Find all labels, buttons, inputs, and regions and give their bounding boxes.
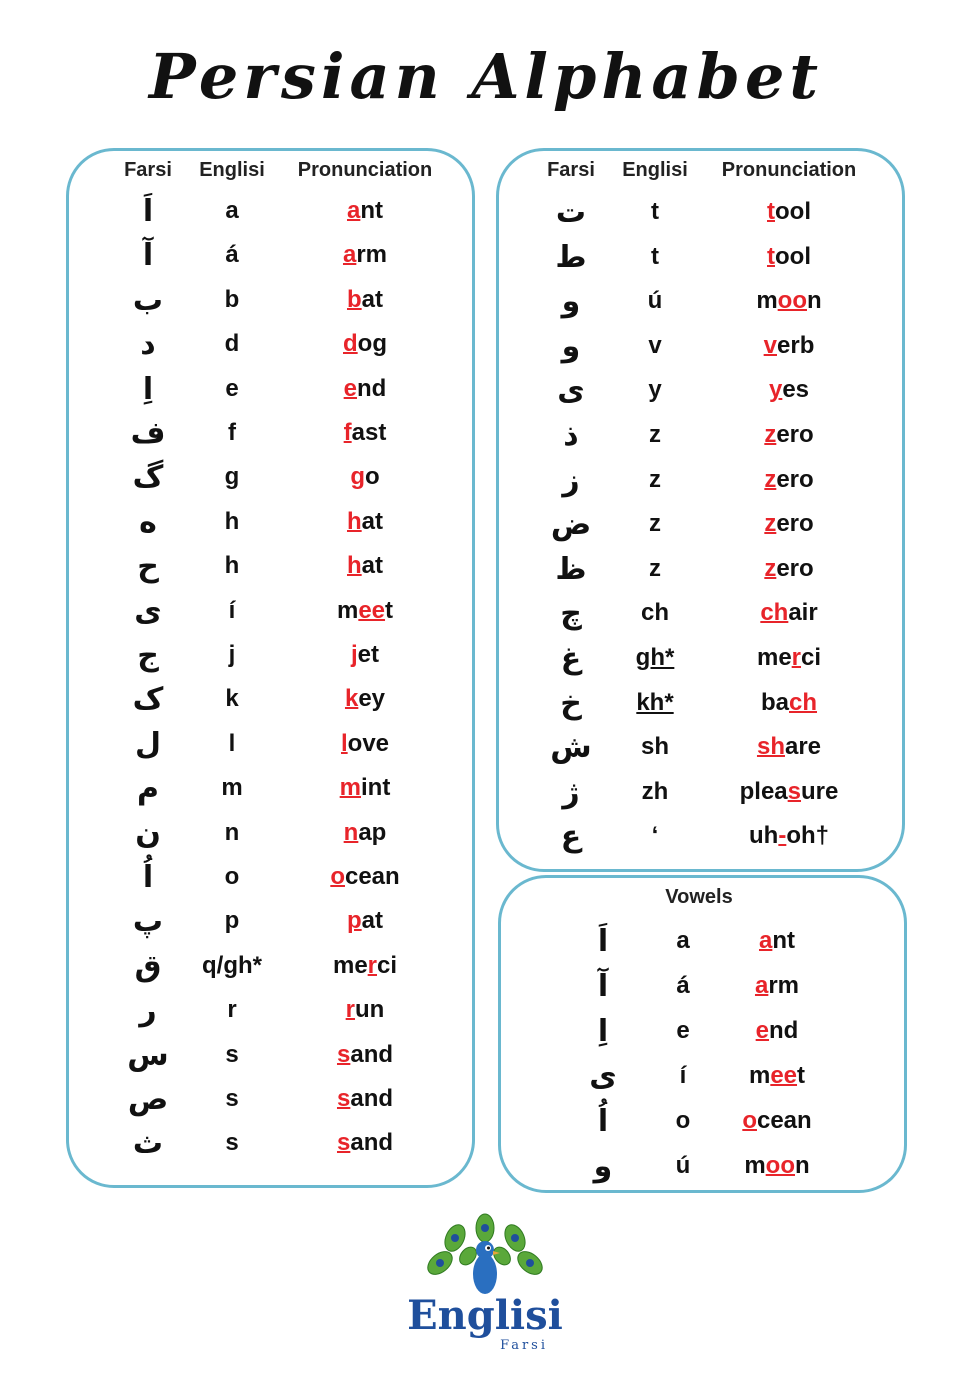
- pronunciation-suffix: ove: [347, 729, 390, 757]
- farsi-letter: اُ: [597, 1104, 609, 1139]
- header-vowels: Vowels: [665, 886, 733, 908]
- englisi-transliteration: b: [224, 285, 240, 313]
- englisi-transliteration: m: [221, 774, 243, 802]
- consonants-table-right: [496, 148, 905, 872]
- pronunciation-highlight: y: [768, 376, 783, 404]
- farsi-letter: م: [137, 771, 159, 807]
- farsi-letter: آ: [597, 969, 609, 1004]
- table-row: [69, 462, 472, 506]
- englisi-transliteration: s: [225, 1085, 239, 1112]
- pronunciation-word: [347, 285, 383, 315]
- farsi-letter: ف: [130, 416, 166, 451]
- header-englisi: Englisi: [622, 159, 688, 181]
- pronunciation-highlight: h: [346, 507, 362, 535]
- pronunciation-suffix: erb: [777, 331, 815, 359]
- pronunciation-word: [764, 554, 813, 584]
- farsi-letter: و: [561, 328, 581, 364]
- pronunciation-highlight: ch: [789, 688, 818, 716]
- pronunciation-suffix: t: [797, 1062, 806, 1089]
- pronunciation-word: [337, 1040, 393, 1070]
- farsi-letter: غ: [560, 641, 582, 676]
- table-row: [69, 862, 472, 906]
- header-farsi: Farsi: [547, 159, 595, 181]
- pronunciation-word: [344, 418, 387, 448]
- pronunciation-suffix: rm: [356, 241, 388, 269]
- pronunciation-highlight: k: [344, 685, 359, 713]
- englisi-transliteration: gh*: [635, 644, 675, 671]
- farsi-letter: و: [561, 284, 581, 320]
- pronunciation-word: [346, 995, 385, 1025]
- header-englisi: Englisi: [199, 159, 265, 181]
- table-row: [69, 684, 472, 728]
- pronunciation-word: [344, 374, 387, 404]
- pronunciation-word: [333, 951, 397, 981]
- pronunciation-prefix: m: [744, 1152, 766, 1179]
- pronunciation-prefix: plea: [739, 777, 788, 805]
- table-row: [499, 551, 902, 598]
- farsi-letter: اِ: [597, 1014, 609, 1049]
- farsi-letter: ع: [560, 819, 582, 855]
- englisi-transliteration: í: [679, 1062, 687, 1089]
- table-row: [69, 418, 472, 462]
- pronunciation-highlight: o: [742, 1107, 757, 1134]
- table-row: [69, 640, 472, 684]
- pronunciation-word: [344, 818, 387, 848]
- table-row: [499, 328, 902, 375]
- englisi-transliteration: á: [225, 241, 239, 269]
- pronunciation-highlight: -: [778, 822, 787, 850]
- pronunciation-highlight: f: [343, 419, 352, 446]
- englisi-transliteration: a: [225, 197, 239, 224]
- pronunciation-suffix: ure: [801, 777, 839, 805]
- pronunciation-word: [756, 286, 821, 316]
- englisi-transliteration: y: [648, 376, 662, 404]
- englisi-transliteration: z: [649, 554, 661, 582]
- pronunciation-word: [351, 640, 379, 670]
- pronunciation-word: [341, 729, 389, 759]
- pronunciation-prefix: m: [756, 287, 778, 315]
- englisi-transliteration: l: [228, 729, 236, 757]
- englisi-transliteration: z: [649, 421, 661, 448]
- logo-subtitle: Farsi: [500, 1338, 548, 1353]
- pronunciation-prefix: ba: [760, 688, 789, 716]
- pronunciation-word: [343, 240, 387, 270]
- pronunciation-highlight: t: [767, 242, 775, 270]
- pronunciation-word: [330, 862, 399, 892]
- farsi-letter: و: [593, 1149, 613, 1184]
- englisi-transliteration: z: [649, 465, 661, 493]
- pronunciation-word: [760, 598, 817, 628]
- pronunciation-suffix: ero: [776, 510, 814, 538]
- englisi-transliteration: j: [228, 641, 236, 668]
- englisi-transliteration: n: [224, 818, 240, 846]
- englisi-transliteration: d: [224, 330, 240, 358]
- englisi-transliteration: z: [649, 510, 661, 538]
- farsi-letter: ص: [127, 1082, 169, 1117]
- pronunciation-highlight: oo: [777, 287, 807, 315]
- farsi-letter: ن: [135, 815, 161, 851]
- pronunciation-suffix: ool: [775, 242, 811, 270]
- pronunciation-highlight: ee: [358, 596, 386, 624]
- table-row: [499, 197, 902, 241]
- pronunciation-suffix: int: [361, 774, 391, 802]
- farsi-letter: آ: [142, 238, 154, 274]
- englisi-transliteration: zh: [641, 777, 669, 805]
- table-row: [69, 504, 472, 551]
- pronunciation-suffix: ero: [776, 421, 814, 448]
- pronunciation-highlight: j: [350, 641, 358, 668]
- pronunciation-highlight: a: [754, 972, 769, 999]
- farsi-letter: ث: [132, 1126, 164, 1162]
- farsi-letter: اَ: [597, 924, 609, 959]
- peacock-icon: [400, 1208, 570, 1298]
- pronunciation-suffix: un: [355, 996, 385, 1024]
- pronunciation-suffix: ool: [775, 198, 811, 225]
- page-title: Persian Alphabet: [148, 40, 824, 113]
- englisi-transliteration: q/gh*: [202, 951, 262, 979]
- farsi-letter: چ: [560, 596, 582, 632]
- pronunciation-word: [769, 375, 809, 405]
- table-row: [69, 995, 472, 1039]
- farsi-letter: خ: [560, 685, 582, 721]
- pronunciation-word: [340, 773, 391, 803]
- table-row: [69, 196, 472, 240]
- pronunciation-word: [761, 688, 817, 718]
- table-row: [499, 420, 902, 464]
- pronunciation-word: [755, 971, 799, 1001]
- pronunciation-word: [347, 551, 383, 581]
- pronunciation-suffix: es: [782, 376, 810, 404]
- pronunciation-highlight: v: [763, 331, 777, 359]
- pronunciation-word: [350, 462, 379, 492]
- englisi-transliteration: sh: [640, 733, 670, 761]
- pronunciation-highlight: z: [764, 510, 777, 538]
- pronunciation-highlight: l: [340, 729, 348, 757]
- table-row: [499, 375, 902, 419]
- pronunciation-word: [337, 1084, 393, 1114]
- pronunciation-word: [749, 821, 829, 851]
- table-row: [69, 726, 472, 773]
- farsi-letter: ز: [562, 462, 580, 498]
- pronunciation-suffix: oh†: [786, 822, 829, 850]
- pronunciation-highlight: z: [764, 554, 777, 582]
- vowels-table: [498, 875, 907, 1193]
- header-pronunciation: Pronunciation: [721, 159, 857, 181]
- pronunciation-word: [347, 196, 383, 226]
- pronunciation-suffix: ero: [776, 554, 814, 582]
- pronunciation-highlight: r: [345, 996, 356, 1024]
- englisi-transliteration: s: [225, 1129, 239, 1157]
- farsi-letter: پ: [132, 904, 164, 940]
- pronunciation-suffix: and: [350, 1040, 394, 1068]
- pronunciation-highlight: z: [764, 465, 777, 493]
- farsi-letter: ذ: [563, 418, 579, 453]
- farsi-letter: ه: [139, 504, 157, 540]
- pronunciation-prefix: uh: [749, 822, 779, 850]
- table-row: [69, 282, 472, 329]
- pronunciation-suffix: air: [788, 599, 818, 627]
- pronunciation-suffix: and: [350, 1129, 394, 1157]
- farsi-letter: ت: [555, 195, 587, 230]
- table-row: [499, 732, 902, 776]
- table-row: [499, 462, 902, 509]
- pronunciation-suffix: nd: [769, 1017, 799, 1044]
- pronunciation-highlight: sh: [756, 733, 785, 761]
- table-row: [501, 1151, 904, 1195]
- table-row: [499, 685, 902, 732]
- table-row: [501, 971, 904, 1015]
- pronunciation-word: [347, 507, 383, 537]
- englisi-transliteration: f: [228, 419, 236, 446]
- pronunciation-suffix: ap: [358, 818, 387, 846]
- pronunciation-suffix: at: [361, 507, 384, 535]
- englisi-transliteration: e: [225, 374, 239, 402]
- pronunciation-word: [757, 643, 821, 673]
- pronunciation-highlight: s: [336, 1085, 351, 1112]
- englisi-transliteration: g: [224, 463, 240, 491]
- pronunciation-word: [337, 596, 393, 626]
- table-row: [499, 774, 902, 821]
- englisi-transliteration: á: [676, 972, 690, 999]
- table-row: [501, 1106, 904, 1150]
- pronunciation-word: [740, 777, 839, 807]
- englisi-transliteration: h: [224, 552, 240, 580]
- table-row: [69, 1037, 472, 1084]
- pronunciation-suffix: ero: [776, 465, 814, 493]
- pronunciation-highlight: e: [343, 374, 358, 402]
- table-row: [501, 1061, 904, 1105]
- pronunciation-highlight: t: [767, 198, 775, 225]
- englisi-transliteration: t: [651, 242, 659, 270]
- farsi-letter: ظ: [555, 551, 587, 587]
- pronunciation-suffix: at: [361, 285, 384, 313]
- pronunciation-word: [337, 1128, 393, 1158]
- pronunciation-highlight: s: [336, 1040, 351, 1068]
- pronunciation-highlight: m: [339, 774, 362, 802]
- pronunciation-highlight: o: [330, 863, 345, 890]
- pronunciation-suffix: are: [784, 733, 822, 761]
- table-row: [501, 1016, 904, 1060]
- pronunciation-word: [744, 1151, 809, 1181]
- header-farsi: Farsi: [124, 159, 172, 181]
- table-row: [69, 240, 472, 284]
- pronunciation-prefix: me: [332, 951, 368, 979]
- table-row: [69, 1128, 472, 1172]
- farsi-letter: ش: [550, 730, 592, 766]
- pronunciation-highlight: ee: [770, 1062, 798, 1089]
- farsi-letter: ض: [550, 507, 592, 543]
- pronunciation-suffix: cean: [756, 1107, 812, 1134]
- table-row: [499, 821, 902, 865]
- englisi-transliteration: t: [651, 198, 659, 225]
- farsi-letter: اُ: [142, 860, 154, 895]
- farsi-letter: ق: [134, 948, 162, 984]
- farsi-letter: گ: [132, 460, 164, 496]
- pronunciation-word: [343, 329, 387, 359]
- englisi-transliteration: ú: [675, 1152, 691, 1179]
- table-row: [499, 239, 902, 286]
- pronunciation-highlight: e: [755, 1017, 770, 1044]
- pronunciation-highlight: b: [346, 285, 362, 313]
- pronunciation-highlight: n: [343, 818, 359, 846]
- pronunciation-suffix: ci: [377, 951, 398, 979]
- pronunciation-word: [742, 1106, 811, 1136]
- pronunciation-suffix: et: [357, 641, 380, 668]
- farsi-letter: ژ: [562, 774, 580, 810]
- pronunciation-highlight: g: [350, 463, 365, 491]
- pronunciation-suffix: ey: [358, 685, 386, 713]
- pronunciation-word: [749, 1061, 805, 1091]
- englisi-transliteration: í: [228, 596, 236, 624]
- englisi-transliteration: kh*: [636, 688, 674, 716]
- pronunciation-suffix: ast: [351, 419, 387, 446]
- pronunciation-highlight: a: [346, 197, 361, 224]
- pronunciation-word: [345, 684, 385, 714]
- pronunciation-word: [764, 509, 813, 539]
- pronunciation-highlight: oo: [765, 1152, 795, 1179]
- header-pronunciation: Pronunciation: [297, 159, 433, 181]
- pronunciation-suffix: nt: [772, 927, 796, 954]
- pronunciation-suffix: at: [361, 907, 384, 935]
- farsi-letter: د: [140, 327, 156, 363]
- table-row: [69, 948, 472, 995]
- table-row: [499, 643, 902, 687]
- englisi-transliteration: s: [225, 1040, 239, 1068]
- farsi-letter: ک: [132, 682, 164, 718]
- englisi-transliteration: r: [227, 996, 237, 1024]
- pronunciation-suffix: o: [365, 463, 380, 491]
- pronunciation-word: [759, 926, 795, 956]
- pronunciation-highlight: s: [336, 1129, 351, 1157]
- pronunciation-prefix: me: [756, 644, 792, 671]
- pronunciation-highlight: d: [343, 330, 358, 358]
- table-row: [69, 551, 472, 595]
- pronunciation-suffix: n: [807, 287, 822, 315]
- table-row: [501, 926, 904, 970]
- pronunciation-highlight: r: [791, 644, 802, 671]
- table-row: [69, 773, 472, 817]
- englisi-transliteration: k: [225, 685, 239, 713]
- pronunciation-highlight: z: [764, 421, 777, 448]
- pronunciation-suffix: rm: [768, 972, 800, 999]
- farsi-letter: اِ: [142, 371, 154, 407]
- pronunciation-highlight: a: [342, 241, 357, 269]
- pronunciation-prefix: m: [748, 1062, 771, 1089]
- englisi-transliteration: h: [224, 507, 240, 535]
- pronunciation-word: [767, 242, 811, 272]
- englisi-transliteration: ch: [640, 599, 670, 627]
- pronunciation-word: [767, 197, 811, 227]
- table-row: [69, 815, 472, 862]
- englisi-farsi-logo: [400, 1208, 570, 1358]
- farsi-letter: ج: [137, 638, 159, 673]
- table-row: [69, 1084, 472, 1128]
- pronunciation-highlight: p: [346, 907, 362, 935]
- pronunciation-suffix: t: [385, 596, 394, 624]
- table-row: [69, 371, 472, 418]
- pronunciation-suffix: nt: [360, 197, 384, 224]
- farsi-letter: ح: [137, 549, 159, 585]
- pronunciation-suffix: at: [361, 552, 384, 580]
- englisi-transliteration: ‘: [651, 822, 659, 850]
- englisi-transliteration: a: [676, 927, 690, 954]
- farsi-letter: ط: [555, 239, 587, 275]
- farsi-letter: اَ: [142, 194, 154, 229]
- pronunciation-word: [764, 331, 815, 361]
- farsi-letter: ی: [589, 1059, 617, 1094]
- farsi-letter: ی: [557, 373, 585, 409]
- englisi-transliteration: o: [224, 863, 240, 890]
- farsi-letter: ل: [134, 726, 162, 762]
- pronunciation-suffix: n: [795, 1152, 810, 1179]
- pronunciation-highlight: ch: [760, 599, 789, 627]
- pronunciation-highlight: r: [367, 951, 378, 979]
- pronunciation-suffix: ci: [801, 644, 822, 671]
- englisi-transliteration: e: [676, 1017, 690, 1044]
- consonants-table-left: [66, 148, 475, 1188]
- pronunciation-suffix: og: [357, 330, 387, 358]
- logo-wordmark: Englisi: [407, 1292, 563, 1339]
- farsi-letter: ر: [139, 993, 157, 1029]
- pronunciation-highlight: a: [758, 927, 773, 954]
- englisi-transliteration: o: [675, 1107, 691, 1134]
- pronunciation-highlight: h: [346, 552, 362, 580]
- pronunciation-highlight: s: [787, 777, 802, 805]
- farsi-letter: ی: [134, 593, 162, 629]
- pronunciation-suffix: cean: [344, 863, 400, 890]
- table-row: [499, 509, 902, 553]
- englisi-transliteration: v: [648, 331, 662, 359]
- pronunciation-prefix: m: [336, 596, 359, 624]
- table-row: [69, 593, 472, 640]
- pronunciation-word: [756, 1016, 799, 1046]
- pronunciation-suffix: nd: [357, 374, 387, 402]
- pronunciation-word: [347, 906, 383, 936]
- table-row: [69, 906, 472, 950]
- englisi-transliteration: ú: [647, 287, 663, 315]
- table-row: [499, 598, 902, 642]
- englisi-transliteration: p: [224, 907, 240, 935]
- farsi-letter: ب: [132, 282, 164, 318]
- table-row: [499, 286, 902, 330]
- pronunciation-word: [764, 420, 813, 450]
- pronunciation-word: [764, 465, 813, 495]
- pronunciation-word: [757, 732, 821, 762]
- farsi-letter: س: [127, 1037, 169, 1073]
- table-row: [69, 329, 472, 373]
- pronunciation-suffix: and: [350, 1085, 394, 1112]
